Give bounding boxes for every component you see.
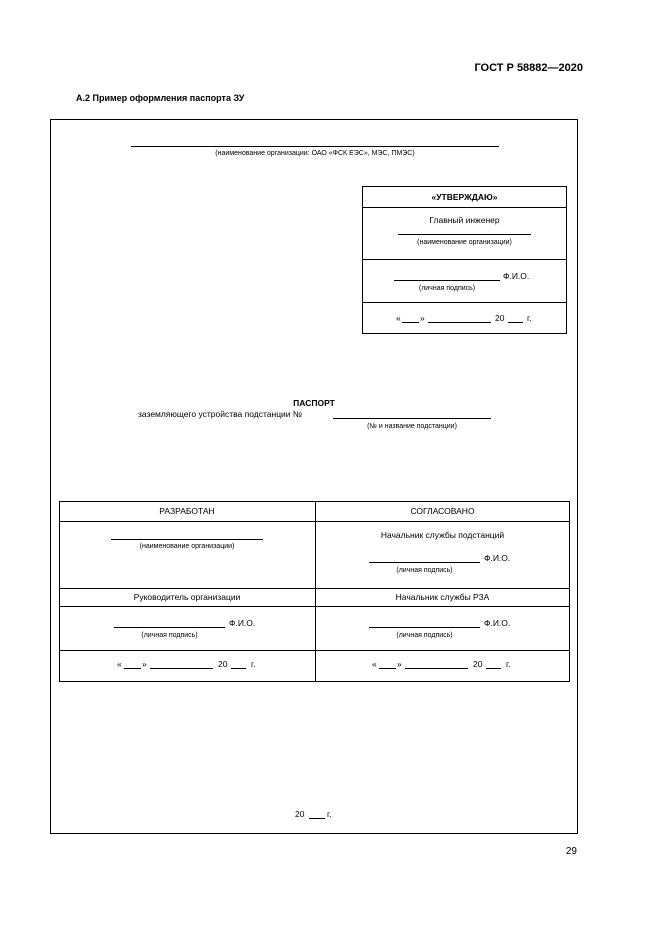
standard-number: ГОСТ Р 58882—2020	[474, 62, 583, 74]
org-head-sign-caption: (личная подпись)	[141, 632, 198, 639]
approve-org-caption: (наименование организации)	[417, 239, 512, 246]
left-date-year: 20	[218, 659, 228, 669]
passport-title: ПАСПОРТ	[293, 398, 335, 408]
right-month-line	[405, 668, 468, 669]
approve-date-close-quote: »	[420, 313, 425, 323]
right-date-year: 20	[473, 659, 483, 669]
approve-year-line	[508, 322, 523, 323]
footer-year-g: г.	[327, 809, 332, 819]
right-year-line	[486, 668, 501, 669]
approve-fio: Ф.И.О.	[503, 271, 530, 281]
rza-head-sign-caption: (личная подпись)	[396, 632, 453, 639]
left-date-g: г.	[251, 659, 256, 669]
right-day-line	[379, 668, 396, 669]
approve-sign-caption: (личная подпись)	[418, 285, 476, 292]
org-head-label: Руководитель организации	[133, 592, 241, 602]
substation-head-fio: Ф.И.О.	[484, 553, 511, 563]
page-number: 29	[565, 846, 577, 857]
section-title: А.2 Пример оформления паспорта ЗУ	[76, 93, 245, 103]
left-date-open-quote: «	[117, 659, 122, 669]
approve-date-year: 20	[495, 313, 505, 323]
developer-org-line	[111, 539, 263, 540]
rza-head-fio: Ф.И.О.	[484, 618, 511, 628]
left-day-line	[124, 668, 141, 669]
right-date-close-quote: »	[397, 659, 402, 669]
divider	[60, 650, 569, 651]
passport-subtitle: заземляющего устройства подстанции №	[138, 409, 303, 419]
approve-org-line	[398, 234, 531, 235]
approve-sign-line	[394, 280, 500, 281]
developed-header: РАЗРАБОТАН	[159, 506, 215, 516]
org-head-sign-line	[114, 627, 225, 628]
divider	[60, 606, 569, 607]
org-line	[131, 146, 499, 147]
substation-line	[333, 418, 491, 419]
approval-box	[362, 186, 567, 334]
org-caption: (наименование организации: ОАО «ФСК ЕЭС», МЭС, ПМЭС)	[215, 150, 415, 157]
right-date-open-quote: «	[372, 659, 377, 669]
substation-head-label: Начальник службы подстанций	[380, 530, 505, 540]
right-date-g: г.	[506, 659, 511, 669]
footer-year-line	[309, 818, 325, 819]
developer-org-caption: (наименование организации)	[139, 543, 235, 550]
org-head-fio: Ф.И.О.	[229, 618, 256, 628]
approve-title: «УТВЕРЖДАЮ»	[431, 192, 498, 202]
divider	[60, 521, 569, 522]
left-month-line	[150, 668, 213, 669]
approve-date-g: г.	[527, 313, 532, 323]
left-year-line	[231, 668, 246, 669]
divider	[363, 302, 566, 303]
substation-head-sign-caption: (личная подпись)	[396, 567, 453, 574]
footer-year: 20	[295, 809, 305, 819]
approve-day-line	[402, 322, 419, 323]
approve-date-open-quote: «	[396, 313, 401, 323]
substation-head-sign-line	[369, 562, 480, 563]
agreed-header: СОГЛАСОВАНО	[410, 506, 475, 516]
divider	[363, 207, 566, 208]
divider	[363, 259, 566, 260]
substation-caption: (№ и название подстанции)	[367, 423, 457, 430]
approve-month-line	[428, 322, 491, 323]
approve-role: Главный инженер	[429, 215, 500, 225]
divider	[60, 588, 569, 589]
left-date-close-quote: »	[142, 659, 147, 669]
rza-head-sign-line	[369, 627, 480, 628]
rza-head-label: Начальник службы РЗА	[395, 592, 490, 602]
